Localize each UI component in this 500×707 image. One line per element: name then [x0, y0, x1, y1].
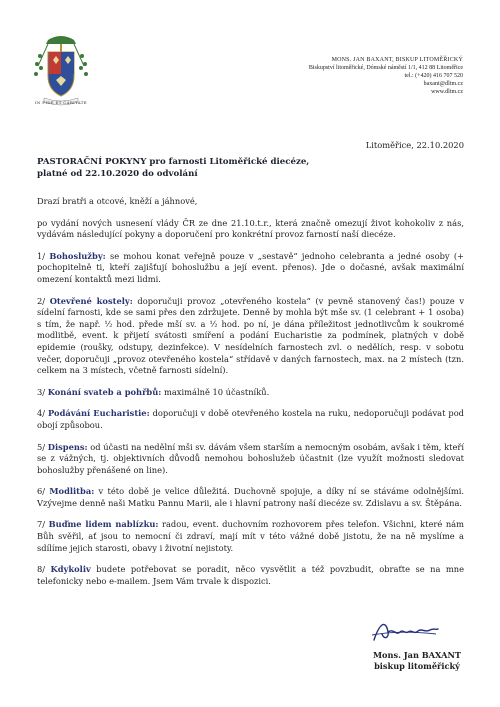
- signature-block: [372, 650, 462, 672]
- point-keyword: Konání svateb a pohřbů:: [47, 386, 162, 397]
- episcopal-coat-of-arms: [30, 30, 92, 108]
- intro-paragraph: po vydání nových usnesení vlády ČR ze dne 21.10.t.r., která značně omezují život kohokoliv z nás, vydávám následující pokyny a doporučení pro konkrétní provoz farností naší diecéze.: [37, 217, 464, 240]
- point-keyword: Podávání Eucharistie:: [48, 408, 150, 419]
- letterhead-web: www.dltm.cz: [431, 89, 463, 95]
- point-keyword: Dispens:: [47, 441, 88, 452]
- letterhead-email: baxant@dltm.cz: [423, 81, 463, 87]
- point-text: radou, event. duchovním rozhovorem přes telefon. Všichni, které nám Bůh svěřil, ať jsou to nemocní či zdraví, mají mít v této vážné době jistotu, že na ně myslíme a sdílíme jejich starosti, obavy i životní nejistoty.: [37, 519, 464, 553]
- point-text: budete potřebovat se poradit, něco vysvětlit a též povzbudit, obraťte se na mne telefonicky nebo e-mailem. Jsem Vám trvale k dispozici.: [37, 564, 465, 586]
- letterhead-address: Biskupství litoměřické, Dómské náměstí 1/1, 412 88 Litoměřice: [308, 65, 463, 71]
- point-2: 2/ Otevřené kostely: doporučuji provoz „otevřeného kostela“ (v pevně stanovený čas!) pouze v sídelní farnosti, kde se sami přes den zdržujete. Denně by mohla být mše sv. (1 celebrant + 1 osoba) s tím, že např. ½ hod. přede mší sv. a ½ hod. po ní, je dána příležitost jednotlivcům k soukromé modlitbě, event. k přijetí svátosti smíření a podání Eucharistie za podmínek, platných v době epidemie (roušky, odstupy, dezinfekce). V nesídelních farnostech zvl. o nedělích, resp. v sobotu večer, doporučuji „provoz otevřeného kostela“ střídavě v daných farnostech, max. na 2 místech (tzn. celkem na 3 místech, včetně farnosti sídelní).: [37, 295, 465, 376]
- point-6: 6/ Modlitba: v této době je velice důležitá. Duchovně spojuje, a díky ní se stáváme odolnějšími. Vzývejme denně naši Matku Pannu Marii, ale i hlavní patrony naší diecéze sv. Zdislavu a sv. Štěpána.: [37, 486, 465, 508]
- point-5: 5/ Dispens: od účasti na nedělní mši sv. dávám všem starším a nemocným osobám, avšak i těm, kteří se z vážných, tj. objektivních důvodů nemohou bohoslužeb účastnit (lze využít možnosti sledovat bohoslužby přenášené on line).: [37, 441, 464, 475]
- point-text: od účasti na nedělní mši sv. dávám všem starším a nemocným osobám, avšak i těm, kteří se z vážných, tj. objektivních důvodů nemohou bohoslužeb účastnit (lze využít možnosti sledovat bohoslužby přenášené on line).: [37, 441, 464, 475]
- point-text: v této době je velice důležitá. Duchovně spojuje, a díky ní se stáváme odolnějšími. Vzývejme denně naši Matku Pannu Marii, ale i hlavní patrony naší diecéze sv. Zdislavu a sv. Štěpána.: [37, 486, 465, 508]
- title-line-1: PASTORAČNÍ POKYNY pro farnosti Litoměřické diecéze,: [37, 157, 310, 167]
- crest-motto: IN FIDE ET CARITATE: [35, 100, 87, 105]
- signature-name: Mons. Jan BAXANT: [372, 650, 462, 660]
- point-keyword: Buďme lidem nablízku:: [48, 519, 159, 530]
- letter-body: [37, 196, 464, 597]
- point-text: doporučuji provoz „otevřeného kostela“ (v pevně stanovený čas!) pouze v sídelní farnosti, kde se sami přes den zdržujete. Denně by mohla být mše sv. (1 celebrant + 1 osoba) s tím, že např. ½ hod. přede mší sv. a ½ hod. po ní, je dána příležitost jednotlivcům k soukromé modlitbě, event. k přijetí svátosti smíření a podání Eucharistie za podmínek, platných v době epidemie (roušky, odstupy, dezinfekce). V nesídelních farnostech zvl. o nedělích, resp. v sobotu večer, doporučuji „provoz otevřeného kostela“ střídavě v daných farnostech, max. na 2 místech (tzn. celkem na 3 místech, včetně farnosti sídelní).: [37, 295, 465, 376]
- signature-role: biskup litoměřický: [374, 661, 460, 671]
- point-text: se mohou konat veřejně pouze v „sestavě“ jednoho celebranta a jedné osoby (+ pochopitelně ti, kteří zajišťují bohoslužbu a její event. přenos). Jde o dočasné, avšak maximální omezení kontaktů mezi lidmi.: [37, 250, 465, 284]
- letterhead-phone: tel.: (+420) 416 707 520: [404, 73, 463, 79]
- letterhead-name: MONS. JAN BAXANT, BISKUP LITOMĚŘICKÝ: [331, 57, 463, 63]
- point-1: 1/ Bohoslužby: se mohou konat veřejně pouze v „sestavě“ jednoho celebranta a jedné osoby (+ pochopitelně ti, kteří zajišťují bohoslužbu a její event. přenos). Jde o dočasné, avšak maximální omezení kontaktů mezi lidmi.: [37, 250, 465, 284]
- point-text: doporučuji v době otevřeného kostela na ruku, nedoporučuji podávat pod obojí způsobou.: [37, 408, 464, 430]
- point-keyword: Otevřené kostely:: [49, 295, 133, 306]
- letterhead: [223, 56, 463, 96]
- document-title: [37, 156, 457, 180]
- handwritten-signature: [370, 618, 440, 644]
- point-keyword: Bohoslužby:: [49, 250, 106, 261]
- point-8: 8/ Kdykoliv budete potřebovat se poradit, něco vysvětlit a též povzbudit, obraťte se na mne telefonicky nebo e-mailem. Jsem Vám trvale k dispozici.: [37, 564, 465, 586]
- point-3: 3/ Konání svateb a pohřbů: maximálně 10 účastníků.: [37, 386, 270, 397]
- point-keyword: Modlitba:: [49, 486, 95, 497]
- title-line-2: platné od 22.10.2020 do odvolání: [37, 169, 198, 179]
- place-date: Litoměřice, 22.10.2020: [365, 140, 464, 150]
- point-7: 7/ Buďme lidem nablízku: radou, event. duchovním rozhovorem přes telefon. Všichni, které nám Bůh svěřil, ať jsou to nemocní či zdraví, mají mít v této vážné době jistotu, že na ně myslíme a sdílíme jejich starosti, obavy i životní nejistoty.: [37, 519, 464, 553]
- greeting: Drazí bratři a otcové, kněží a jáhnové,: [37, 196, 198, 206]
- point-4: 4/ Podávání Eucharistie: doporučuji v době otevřeného kostela na ruku, nedoporučuji podávat pod obojí způsobou.: [37, 408, 464, 430]
- point-text: maximálně 10 účastníků.: [161, 386, 270, 397]
- point-keyword: Kdykoliv: [50, 564, 91, 575]
